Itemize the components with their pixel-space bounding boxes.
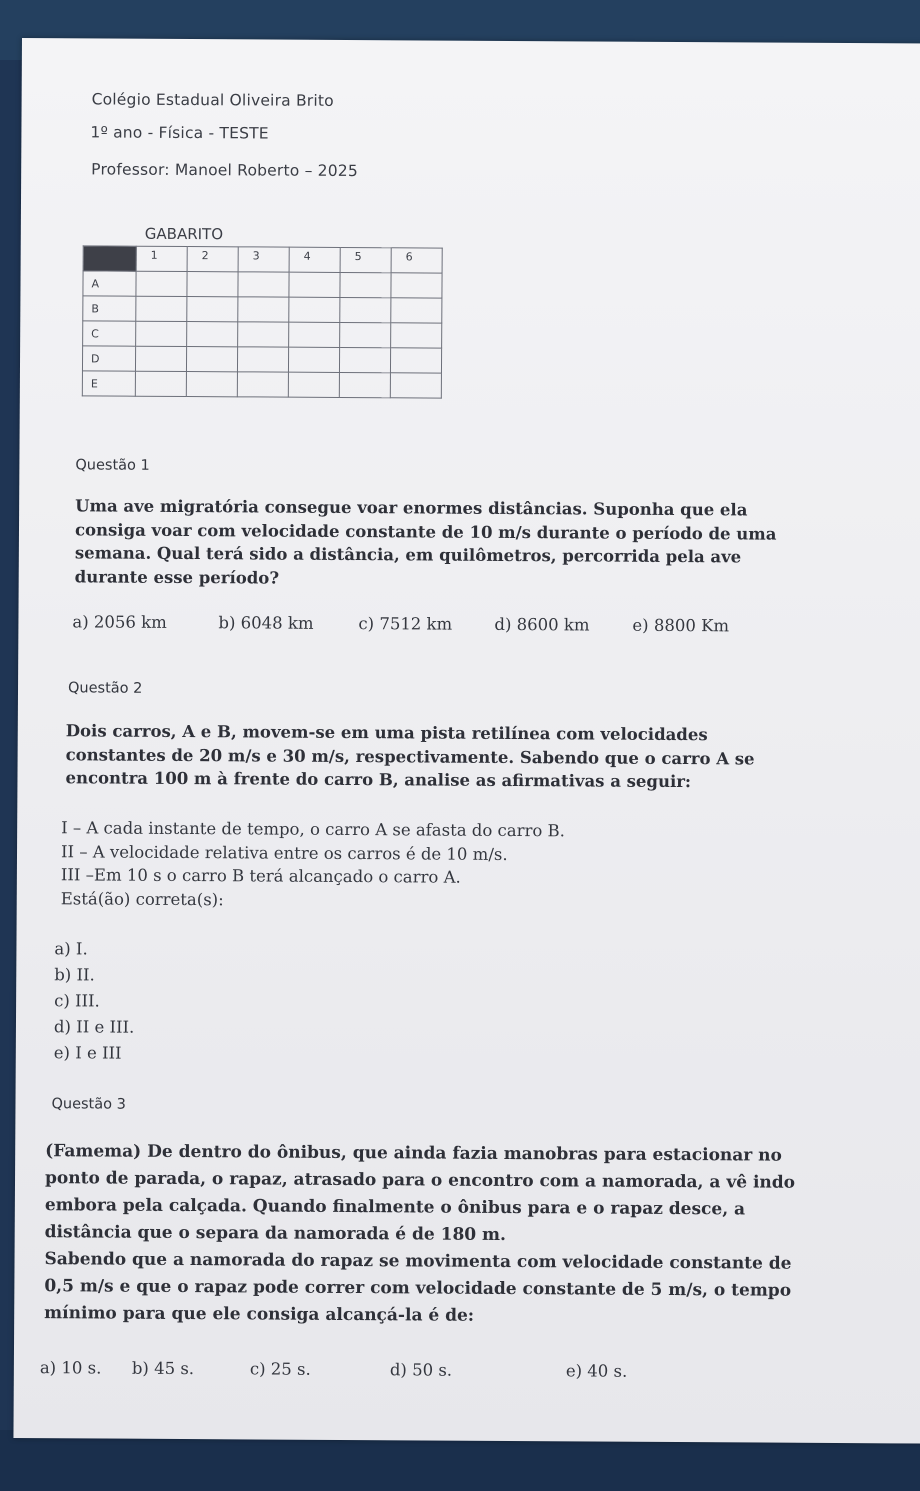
question-1-option-c: c) 7512 km bbox=[358, 614, 453, 634]
answer-key-row-label: B bbox=[83, 296, 136, 321]
question-2-line: encontra 100 m à frente do carro B, analise as afirmativas a seguir: bbox=[65, 768, 692, 792]
question-3-line: Sabendo que a namorada do rapaz se movimenta com velocidade constante de bbox=[44, 1249, 792, 1274]
answer-key-row bbox=[83, 296, 442, 323]
answer-cell[interactable] bbox=[340, 272, 391, 297]
answer-cell[interactable] bbox=[339, 347, 390, 372]
answer-cell[interactable] bbox=[187, 322, 238, 347]
question-3-line: embora pela calçada. Quando finalmente o ônibus para e o rapaz desce, a bbox=[44, 1195, 746, 1220]
statement-3: III –Em 10 s o carro B terá alcançado o carro A. bbox=[60, 865, 461, 887]
question-2-line: Dois carros, A e B, movem-se em uma pista retilínea com velocidades bbox=[65, 721, 708, 745]
question-2-option-a: a) I. bbox=[54, 939, 88, 959]
answer-key-col: 3 bbox=[238, 247, 289, 272]
question-3-line: 0,5 m/s e que o rapaz pode correr com velocidade constante de 5 m/s, o tempo bbox=[44, 1276, 792, 1301]
answer-cell[interactable] bbox=[238, 272, 289, 297]
answer-key-col: 5 bbox=[340, 247, 391, 272]
answer-cell[interactable] bbox=[238, 322, 289, 347]
question-3-line: ponto de parada, o rapaz, atrasado para o encontro com a namorada, a vê indo bbox=[44, 1168, 796, 1193]
answer-cell[interactable] bbox=[289, 272, 340, 297]
answer-key-corner bbox=[83, 246, 136, 271]
question-2-text bbox=[65, 719, 837, 794]
answer-cell[interactable] bbox=[390, 373, 441, 398]
question-2-line: constantes de 20 m/s e 30 m/s, respectivamente. Sabendo que o carro A se bbox=[65, 744, 755, 768]
answer-key-row-label: E bbox=[82, 371, 135, 396]
answer-key-col: 1 bbox=[136, 246, 187, 271]
question-2-option-d: d) II e III. bbox=[53, 1017, 135, 1037]
answer-cell[interactable] bbox=[238, 297, 289, 322]
question-1-option-b: b) 6048 km bbox=[218, 613, 314, 633]
answer-cell[interactable] bbox=[187, 297, 238, 322]
question-3-option-a: a) 10 s. bbox=[39, 1358, 102, 1378]
question-3-line: distância que o separa da namorada é de 180 m. bbox=[44, 1222, 507, 1245]
exam-sheet bbox=[13, 38, 920, 1444]
answer-cell[interactable] bbox=[237, 347, 288, 372]
answer-key-col: 6 bbox=[391, 248, 442, 273]
answer-key-row bbox=[83, 321, 442, 348]
question-3-option-e: e) 40 s. bbox=[565, 1361, 628, 1381]
answer-cell[interactable] bbox=[135, 371, 186, 396]
question-1-line: consiga voar com velocidade constante de 10 m/s durante o período de uma bbox=[74, 519, 777, 544]
question-1-title: Questão 1 bbox=[75, 457, 150, 474]
question-1-option-a: a) 2056 km bbox=[72, 612, 167, 632]
answer-cell[interactable] bbox=[339, 372, 390, 397]
answer-cell[interactable] bbox=[135, 346, 186, 371]
question-3-title: Questão 3 bbox=[51, 1096, 126, 1113]
question-3-text bbox=[44, 1138, 853, 1332]
answer-key-row bbox=[82, 371, 441, 398]
question-1-line: semana. Qual terá sido a distância, em quilômetros, percorrida pela ave bbox=[74, 543, 742, 567]
answer-key-col: 4 bbox=[289, 247, 340, 272]
question-1-option-d: d) 8600 km bbox=[494, 614, 590, 635]
answer-key-row bbox=[82, 346, 441, 373]
answer-cell[interactable] bbox=[136, 271, 187, 296]
answer-key-row-label: D bbox=[82, 346, 135, 371]
answer-key-header-row bbox=[83, 246, 442, 273]
answer-cell[interactable] bbox=[340, 322, 391, 347]
question-2-statements bbox=[61, 816, 565, 913]
answer-cell[interactable] bbox=[390, 348, 441, 373]
question-1-line: durante esse período? bbox=[74, 566, 280, 588]
answer-key-title: GABARITO bbox=[144, 224, 224, 244]
answer-cell[interactable] bbox=[187, 272, 238, 297]
answer-cell[interactable] bbox=[391, 298, 442, 323]
school-name: Colégio Estadual Oliveira Brito bbox=[91, 90, 334, 110]
answer-key-row bbox=[83, 271, 442, 298]
answer-cell[interactable] bbox=[391, 273, 442, 298]
answer-cell[interactable] bbox=[289, 322, 340, 347]
answer-key-row-label: C bbox=[83, 321, 136, 346]
question-2-option-b: b) II. bbox=[54, 965, 95, 985]
course-line: 1º ano - Física - TESTE bbox=[90, 123, 269, 143]
answer-cell[interactable] bbox=[136, 296, 187, 321]
answer-cell[interactable] bbox=[289, 297, 340, 322]
statement-1: I – A cada instante de tempo, o carro A se afasta do carro B. bbox=[61, 818, 566, 841]
question-3-option-b: b) 45 s. bbox=[131, 1358, 195, 1379]
answer-cell[interactable] bbox=[136, 321, 187, 346]
question-1-line: Uma ave migratória consegue voar enormes distâncias. Suponha que ela bbox=[75, 496, 748, 520]
statement-2: II – A velocidade relativa entre os carros é de 10 m/s. bbox=[60, 841, 508, 864]
answer-cell[interactable] bbox=[186, 372, 237, 397]
question-2-option-e: e) I e III bbox=[53, 1043, 122, 1063]
answer-key-col: 2 bbox=[187, 247, 238, 272]
question-3-option-c: c) 25 s. bbox=[249, 1359, 311, 1379]
question-3-line: (Famema) De dentro do ônibus, que ainda fazia manobras para estacionar no bbox=[45, 1141, 782, 1166]
question-3-line: mínimo para que ele consiga alcançá-la é de: bbox=[44, 1303, 475, 1326]
question-2-option-c: c) III. bbox=[54, 991, 100, 1011]
question-1-option-e: e) 8800 Km bbox=[632, 615, 730, 636]
answer-cell[interactable] bbox=[237, 372, 288, 397]
question-3-option-d: d) 50 s. bbox=[389, 1360, 453, 1380]
teacher-line: Professor: Manoel Roberto – 2025 bbox=[91, 160, 358, 181]
answer-cell[interactable] bbox=[340, 297, 391, 322]
question-2-title: Questão 2 bbox=[67, 680, 143, 697]
question-2-options bbox=[54, 936, 135, 1066]
answer-cell[interactable] bbox=[288, 347, 339, 372]
answer-cell[interactable] bbox=[391, 323, 442, 348]
answer-key-row-label: A bbox=[83, 271, 136, 296]
answer-cell[interactable] bbox=[288, 372, 339, 397]
question-1-text bbox=[75, 494, 836, 593]
statement-prompt: Está(ão) correta(s): bbox=[60, 888, 224, 909]
answer-key-table bbox=[82, 245, 443, 398]
answer-cell[interactable] bbox=[186, 347, 237, 372]
